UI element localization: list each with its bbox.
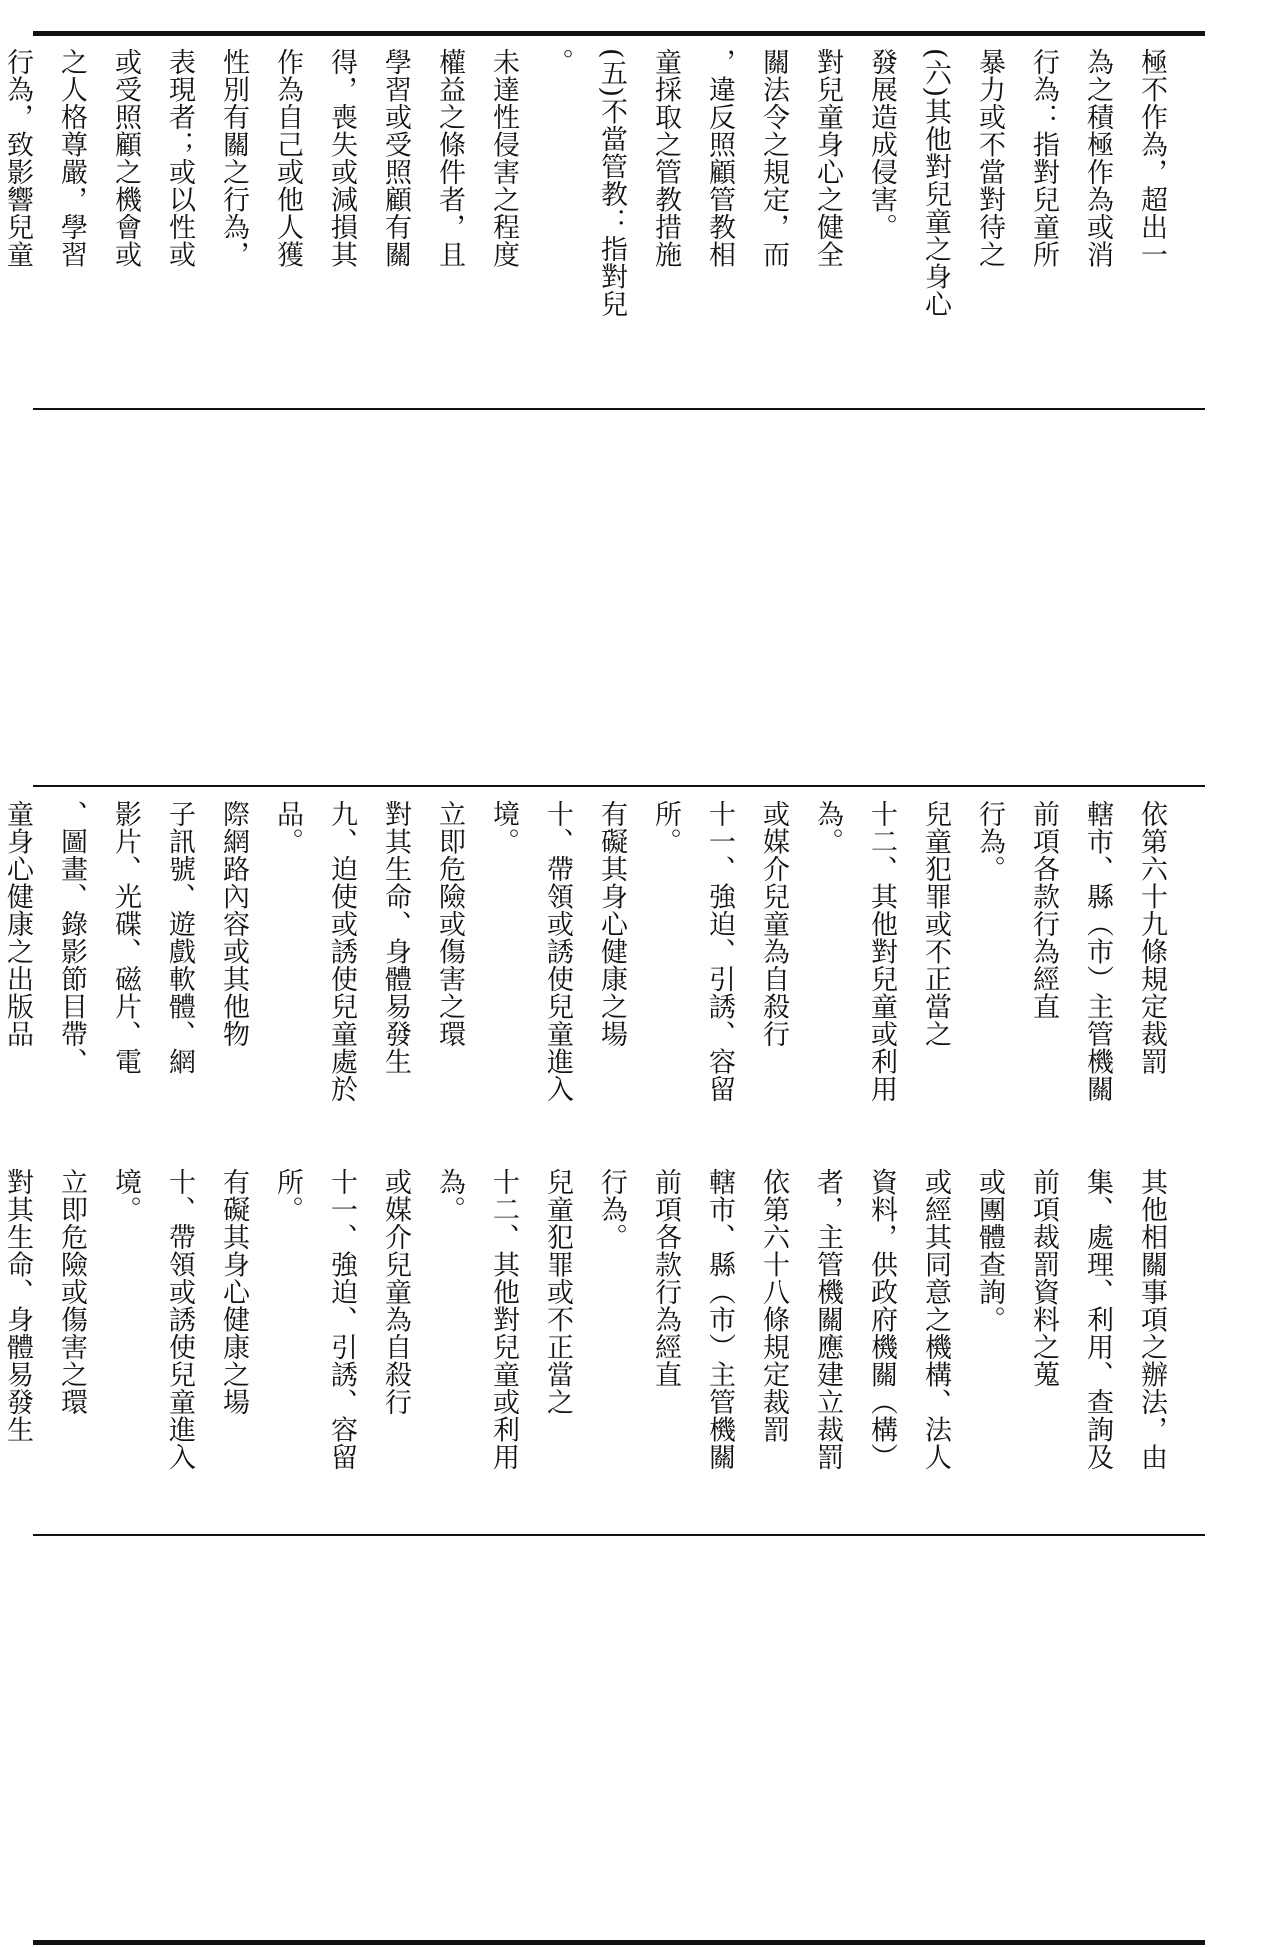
text-line: (六)其他對兒童之身心 [920,48,951,318]
text-line: 為之積極作為或消 [1082,48,1113,268]
section-divider-3 [33,1534,1205,1536]
text-line: 影片、光碟、磁片、電 [110,800,141,1075]
text-line: 子訊號、遊戲軟體、網 [164,800,195,1075]
text-line: 有礙其身心健康之場 [218,1168,249,1416]
text-line: 行為：指對兒童所 [1028,48,1059,268]
text-line: 所。 [650,800,681,855]
text-line: 性別有關之行為， [218,48,249,268]
text-line: 十一、強迫、引誘、容留 [326,1168,357,1471]
text-line: 對其生命、身體易發生 [2,1168,33,1443]
text-line: 立即危險或傷害之環 [434,800,465,1048]
text-line: 關法令之規定，而 [758,48,789,268]
text-line: 發展造成侵害。 [866,48,897,241]
text-line: 或經其同意之機構、法人 [920,1168,951,1471]
text-line: 、圖畫、錄影節目帶、 [56,800,87,1075]
text-line: 作為自己或他人獲 [272,48,303,268]
text-line: 為。 [812,800,843,855]
text-line: 品。 [272,800,303,855]
text-line: 境。 [488,800,519,855]
text-line: 集、處理、利用、查詢及 [1082,1168,1113,1471]
text-line: 立即危險或傷害之環 [56,1168,87,1416]
text-line: 未達性侵害之程度 [488,48,519,268]
text-line: 資料，供政府機關（構） [866,1168,897,1471]
text-line: 或受照顧之機會或 [110,48,141,268]
text-line: 暴力或不當對待之 [974,48,1005,268]
text-line: 前項各款行為經直 [1028,800,1059,1020]
text-line: 九、迫使或誘使兒童處於 [326,800,357,1103]
text-line: 所。 [272,1168,303,1223]
text-line: 際網路內容或其他物 [218,800,249,1048]
text-line: ，違反照顧管教相 [704,48,735,268]
text-line: (五)不當管教：指對兒 [596,48,627,318]
text-line: 童採取之管教措施 [650,48,681,268]
text-line: 者，主管機關應建立裁罰 [812,1168,843,1471]
text-line: 前項各款行為經直 [650,1168,681,1388]
bottom-text-panel [2,1168,1178,1528]
text-line: 依第六十八條規定裁罰 [758,1168,789,1443]
text-line: 童身心健康之出版品 [2,800,33,1048]
text-line: 十二、其他對兒童或利用 [488,1168,519,1471]
text-line: 十、帶領或誘使兒童進入 [542,800,573,1103]
text-line: 學習或受照顧有關 [380,48,411,268]
section-divider-1 [33,408,1205,410]
text-line: 十、帶領或誘使兒童進入 [164,1168,195,1471]
top-rule [33,31,1205,36]
text-line: 境。 [110,1168,141,1223]
text-line: 轄市、縣（市）主管機關 [704,1168,735,1471]
top-text-panel [2,48,1178,400]
text-line: 對兒童身心之健全 [812,48,843,268]
text-line: 對其生命、身體易發生 [380,800,411,1075]
text-line: 十二、其他對兒童或利用 [866,800,897,1103]
text-line: 之人格尊嚴，學習 [56,48,87,268]
text-line: 有礙其身心健康之場 [596,800,627,1048]
bottom-rule [33,1940,1205,1945]
text-line: 行為。 [974,800,1005,883]
text-line: 行為，致影響兒童 [2,48,33,268]
section-divider-2 [33,785,1205,787]
text-line: 得，喪失或減損其 [326,48,357,268]
text-line: 或媒介兒童為自殺行 [758,800,789,1048]
text-line: 十一、強迫、引誘、容留 [704,800,735,1103]
middle-text-panel [2,800,1178,1162]
text-line: 其他相關事項之辦法，由 [1136,1168,1167,1471]
text-line: 或媒介兒童為自殺行 [380,1168,411,1416]
text-line: 權益之條件者，且 [434,48,465,268]
text-line: 為。 [434,1168,465,1223]
text-line: 極不作為，超出一 [1136,48,1167,268]
text-line: 行為。 [596,1168,627,1251]
text-line: 兒童犯罪或不正當之 [920,800,951,1048]
text-line: 依第六十九條規定裁罰 [1136,800,1167,1075]
text-line: 兒童犯罪或不正當之 [542,1168,573,1416]
text-line: 前項裁罰資料之蒐 [1028,1168,1059,1388]
text-line: 或團體查詢。 [974,1168,1005,1333]
text-line: 表現者；或以性或 [164,48,195,268]
text-line: 。 [542,48,573,76]
text-line: 轄市、縣（市）主管機關 [1082,800,1113,1103]
